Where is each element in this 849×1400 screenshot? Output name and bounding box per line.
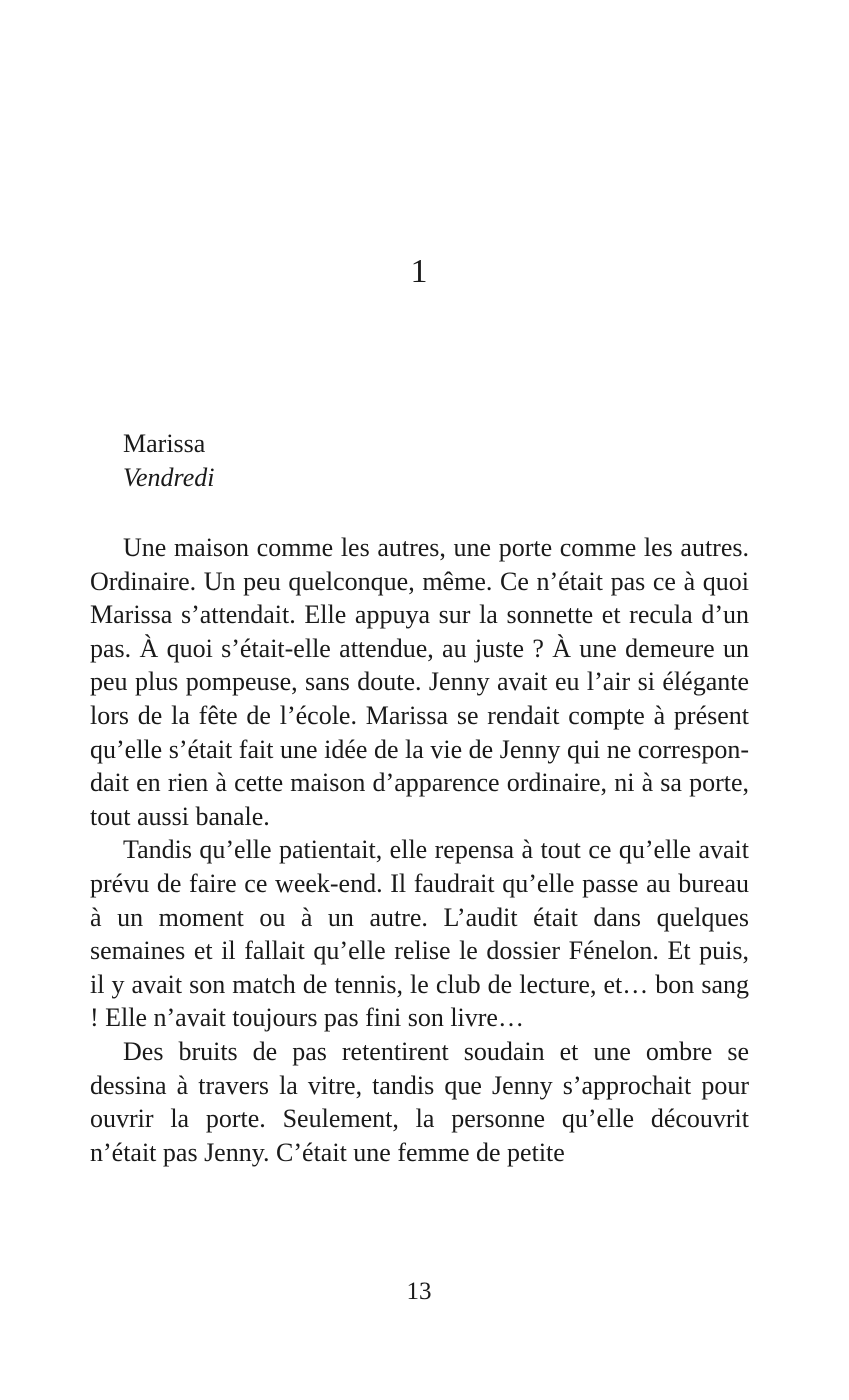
page-number: 13 (406, 1278, 432, 1305)
day-label: Vendredi (123, 463, 215, 492)
chapter-number: 1 (410, 253, 428, 290)
body-text (90, 531, 749, 1169)
section-heading (123, 427, 214, 495)
paragraph: Tandis qu’elle patientait, elle repensa à tout ce qu’elle avait prévu de faire ce week-end. Il faudrait qu’elle passe au bureau à un moment ou à un autre. L’audit était dans quelques semaines et il fallait qu’elle relise le dossier Fénelon. Et puis, il y avait son match de tennis, le club de lecture, et… bon sang ! Elle n’avait toujours pas fini son livre… (90, 835, 749, 1033)
paragraph: Des bruits de pas retentirent soudain et une ombre se dessina à travers la vitre, tandis que Jenny s’approchait pour ouvrir la porte. Seulement, la personne qu’elle découvrit n’était pas Jenny. C’était une femme de petite (90, 1036, 749, 1167)
paragraph: Une maison comme les autres, une porte comme les autres. Ordinaire. Un peu quelconque, même. Ce n’était pas ce à quoi Marissa s’attendait. Elle appuya sur la sonnette et recula d’un pas. À quoi s’était-elle attendue, au juste ? À une demeure un peu plus pompeuse, sans doute. Jenny avait eu l’air si élégante lors de la fête de l’école. Marissa se rendait compte à présent qu’elle s’était fait une idée de la vie de Jenny qui ne correspondait en rien à cette maison d’apparence ordinaire, ni à sa porte, tout aussi banale. (90, 533, 749, 831)
character-name: Marissa (123, 429, 206, 458)
